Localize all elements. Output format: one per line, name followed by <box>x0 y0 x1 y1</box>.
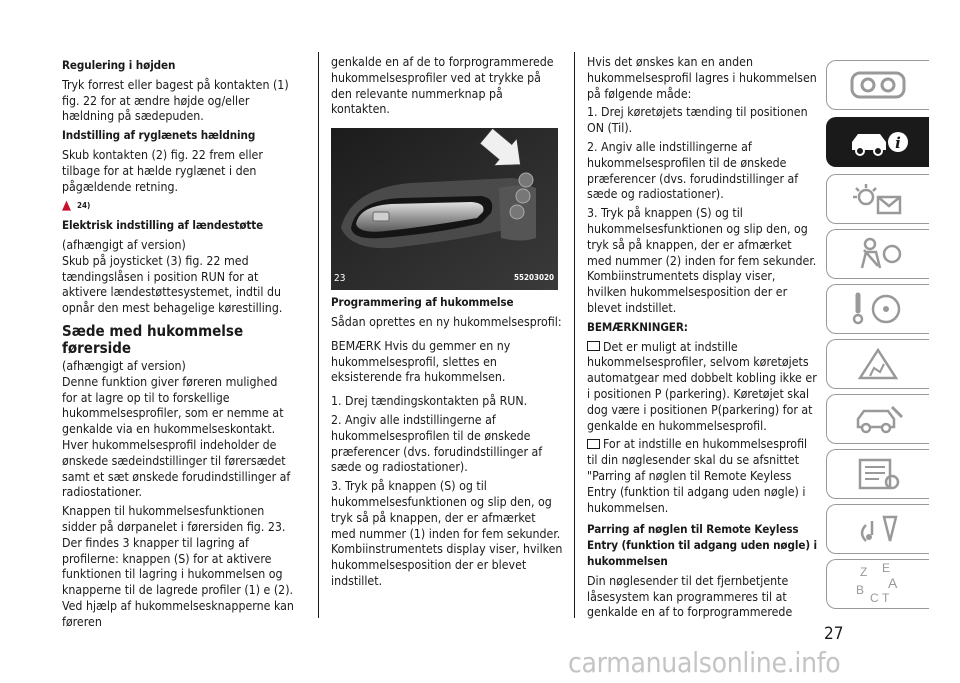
note-2-text: For at indstille en hukommelsesprofil til din nøglesender skal du se afsnittet "Parring af nøglen til Remote Keyless Entry (funktion til adgang uden nøgle) i hukommelsen. <box>587 437 808 515</box>
watermark: carmanualsonline.info <box>568 646 841 679</box>
heading-programming: Programmering af hukommelse <box>331 295 514 310</box>
heading-height: Regulering i højden <box>62 58 176 72</box>
dashboard-icon <box>848 67 908 103</box>
step-1-b: 1. Drej køretøjets tænding til positionen ON (Til). <box>587 105 808 136</box>
tab-multimedia[interactable] <box>826 504 929 554</box>
car-info-icon <box>846 124 910 160</box>
para-lumbar: Skub på joysticket (3) fig. 22 med tændingslåsen i position RUN for at aktivere lændestøttesystemet, indtil du opnår den mest behagelige kørestilling. <box>62 253 283 316</box>
para-height: Tryk forrest eller bagest på kontakten (1) fig. 22 for at ændre højde og/eller hældning på sædepuden. <box>62 77 289 124</box>
para-memory-continued: genkalde en af de to forprogrammerede hukommelsesprofiler ved at trykke på den relevante nummerknap på kontakten. <box>331 55 554 117</box>
steering-wheel-icon <box>848 291 908 327</box>
para-note: BEMÆRK Hvis du gemmer en ny hukommelsesprofil, slettes en eksisterende fra hukommelsen. <box>331 338 511 385</box>
svg-text:E: E <box>882 562 891 575</box>
para-tilt: Skub kontakten (2) fig. 22 frem eller tilbage for at hælde ryglænet i den pågældende retning. <box>62 147 263 194</box>
note-icon <box>587 341 600 351</box>
figure-number: 23 <box>334 273 346 285</box>
svg-text:A: A <box>888 575 898 591</box>
svg-text:B: B <box>856 583 865 597</box>
tab-emergency[interactable] <box>826 339 929 389</box>
step-2-b: 2. Angiv alle indstillingerne af hukommelsesprofilen til de ønskede præferencer (dvs. forudindstillinger af sæde og radiostationer). <box>587 139 799 202</box>
heading-pairing: Parring af nøglen til Remote Keyless Entry (funktion til adgang uden nøgle) i hukommelsen <box>587 522 817 568</box>
warning-triangle-icon <box>848 346 908 382</box>
column-3 <box>587 55 817 624</box>
tab-car-info[interactable] <box>826 117 929 167</box>
tab-dashboard[interactable] <box>826 60 929 110</box>
note-1-text: Det er muligt at indstille hukommelsesprofiler, selvom køretøjets automatgear med dobbelt kobling ikke er i positionen P (parkering). Køretøjet skal dog være i positionen P(parkering) for at genkalde en hukommelsesprofil. <box>587 339 817 433</box>
column-2 <box>331 55 563 593</box>
step-2: 2. Angiv alle indstillingerne af hukommelsesprofilen til de ønskede præferencer (dvs. forudindstillinger af sæde og radiostationer). <box>331 412 543 475</box>
step-3: 3. Tryk på knappen (S) og til hukommelsesfunktionen og slip den, og tryk så på knappen, der er afmærket med nummer (1) inden for fem sekunder. Kombiinstrumentets display viser, hvilken hukommelsesposition der er blevet indstillet. <box>331 479 563 588</box>
note-1 <box>587 340 817 435</box>
svg-text:i: i <box>895 134 901 152</box>
para-lumbar-version: (afhængigt af version) <box>62 237 186 252</box>
para-pairing: Din nøglesender til det fjernbetjente låsesystem kan programmeres til at genkalde en af to forprogrammerede <box>587 573 793 620</box>
tab-technical-data[interactable] <box>826 449 929 499</box>
tab-lights-signals[interactable] <box>826 174 929 224</box>
tab-safety[interactable] <box>826 229 929 279</box>
car-maintenance-icon <box>848 401 908 437</box>
figure-code: 55203020 <box>513 273 554 283</box>
warning-ref-number: 24) <box>77 201 91 211</box>
note-icon <box>587 439 600 449</box>
heading-tilt: Indstilling af ryglænets hældning <box>62 128 256 143</box>
svg-text:T: T <box>882 591 890 605</box>
tab-maintenance[interactable] <box>826 394 929 444</box>
para-memory-buttons: Knappen til hukommelsesfunktionen sidder på dørpanelet i førersiden fig. 23. Der findes 3 knapper til lagring af profilerne: knappen (S) for at aktivere funktionen til lagring i hukommelsen og knapperne til de lagrede profiler (1) e (2). Ved hjælp af hukommelsesknapperne kan føreren <box>62 504 294 629</box>
para-second-profile: Hvis det ønskes kan en anden hukommelsesprofil lagres i hukommelsen på følgende måde: <box>587 55 817 101</box>
seatbelt-airbag-icon <box>848 236 908 272</box>
column-separator-2 <box>574 52 575 618</box>
para-memory-version: (afhængigt af version) <box>62 358 186 373</box>
figure-door-panel <box>331 128 558 290</box>
technical-data-icon <box>848 456 908 492</box>
step-3-b: 3. Tryk på knappen (S) og til hukommelsesfunktionen og slip den, og tryk så på knappen, der er afmærket med nummer (2) inden for fem sekunder. Kombiinstrumentets display viser, hvilken hukommelsesposition der er blevet indstillet. <box>587 206 817 315</box>
alphabet-index-icon <box>848 562 908 606</box>
lights-icon <box>848 181 908 217</box>
column-separator-1 <box>318 52 319 618</box>
tab-index[interactable] <box>826 559 929 609</box>
tab-starting-driving[interactable] <box>826 284 929 334</box>
heading-memory-seat: Sæde med hukommelse førerside <box>62 321 244 357</box>
para-programming: Sådan oprettes en ny hukommelsesprofil: <box>331 314 562 329</box>
page-number: 27 <box>824 624 844 644</box>
heading-notes: BEMÆRKNINGER: <box>587 319 688 334</box>
step-1: 1. Drej tændingskontakten på RUN. <box>331 394 528 409</box>
svg-text:C: C <box>870 591 879 605</box>
para-memory-intro: Denne funktion giver føreren mulighed for at lagre op til to forskellige hukommelsesprofiler, som er nemme at genkalde via en hukommelseskontakt. Hver hukommelsesprofil indeholder de ønskede sædeindstillinger til førersædet samt et sæt ønskede forudindstillinger af radiostationer. <box>62 374 291 500</box>
warning-reference <box>62 198 294 214</box>
heading-lumbar: Elektrisk indstilling af lændestøtte <box>62 218 264 233</box>
door-handle-image <box>331 128 558 290</box>
note-2 <box>587 437 817 516</box>
svg-text:Z: Z <box>860 565 868 579</box>
warning-icon: ▲ <box>62 198 71 214</box>
column-1 <box>62 55 294 634</box>
multimedia-icon <box>848 511 908 547</box>
